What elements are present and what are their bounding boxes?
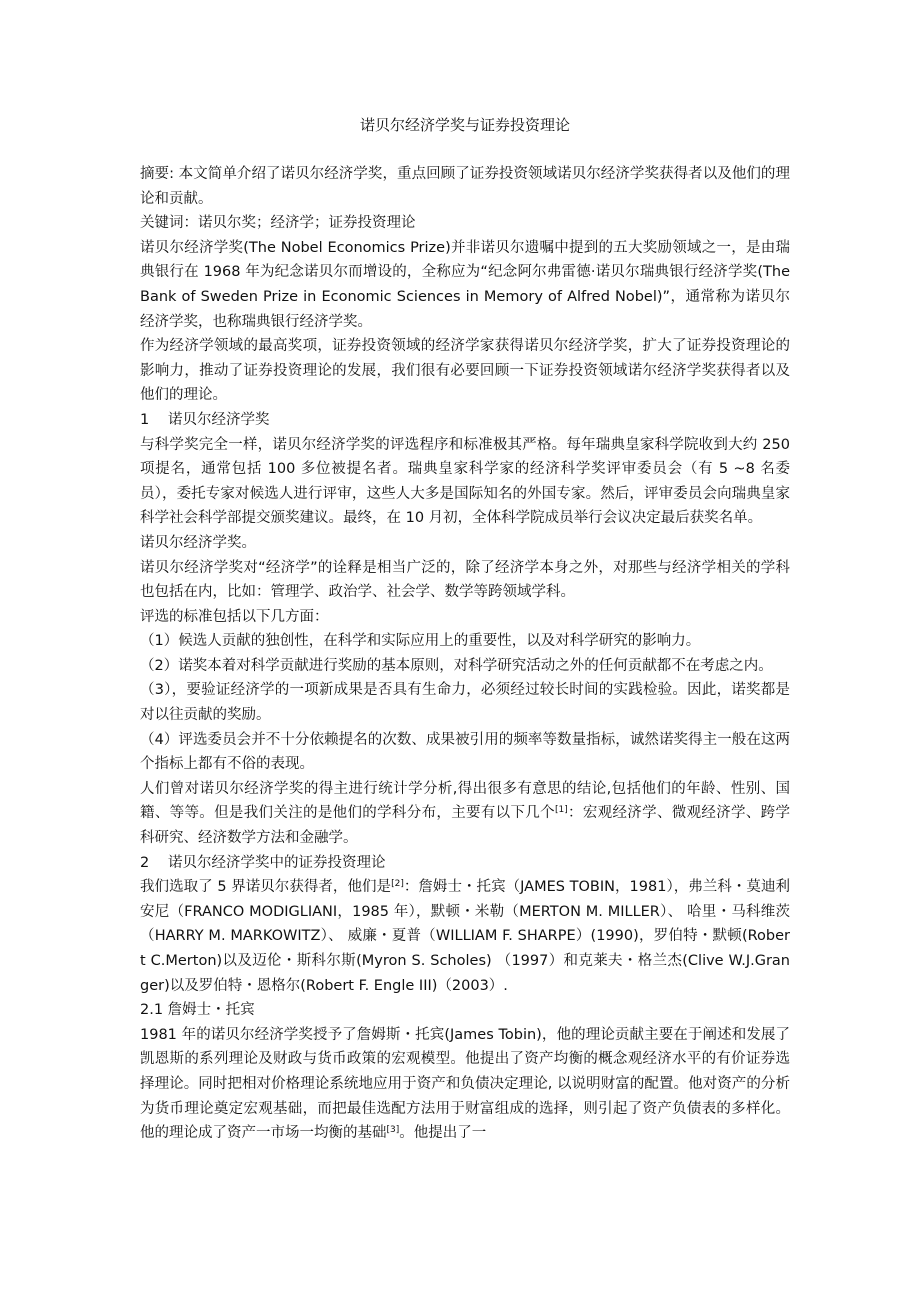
section-2-heading — [140, 851, 790, 876]
section-1-paragraph-2: 诺贝尔经济学奖。 — [140, 534, 256, 551]
section-number: 2 — [140, 854, 150, 871]
paragraph-text: ：宏观经济学、微观经济学、跨学科研究、经济数学方法和金融学。 — [140, 805, 790, 847]
document-page — [140, 112, 790, 1146]
criteria-item-1: （1）候选人贡献的独创性，在科学和实际应用上的重要性，以及对科学研究的影响力。 — [140, 633, 701, 650]
citation-ref: [3] — [386, 1125, 400, 1136]
section-title: 诺贝尔经济学奖中的证券投资理论 — [168, 854, 386, 871]
section-1-paragraph-1: 与科学奖完全一样，诺贝尔经济学奖的评选程序和标准极其严格。每年瑞典皇家科学院收到大约 250 项提名，通常包括 100 多位被提名者。瑞典皇家科学家的经济科学奖评审委员会（有 5 ~8 名委员），委托专家对候选人进行评审，这些人大多是国际知名的外国专家。然后，评审委员会向瑞典皇家科学社会科学部提交颁奖建议。最终，在 10 月初，全体科学院成员举行会议决定最后获奖名单。 — [140, 436, 790, 527]
paragraph-text: ：詹姆士・托宾（JAMES TOBIN，1981），弗兰科・莫迪利安尼（FRANCO MODIGLIANI，1985 年），默顿・米勒（MERTON M. MILLER）、 哈里・马科维茨（HARRY M. MARKOWITZ）、 威廉・夏普（WILLIAM F. SHARPE）(1990)，罗伯特・默顿(Robert C.Merton)以及迈伦・斯科尔斯(Myron S. Scholes) （1997）和克莱夫・格兰杰(Clive W.J.Granger)以及罗伯特・恩格尔(Robert F. Engle III)（2003）. — [140, 879, 790, 994]
section-2-paragraph-1 — [140, 875, 790, 998]
section-number: 2.1 — [140, 1002, 164, 1019]
section-1-paragraph-5 — [140, 777, 790, 851]
section-1-paragraph-4: 评选的标准包括以下几方面： — [140, 608, 329, 625]
criteria-item-4: （4）评选委员会并不十分依赖提名的次数、成果被引用的频率等数量指标，诚然诺奖得主一般在这两个指标上都有不俗的表现。 — [140, 731, 790, 773]
paragraph-text: 人们曾对诺贝尔经济学奖的得主进行统计学分析,得出很多有意思的结论,包括他们的年龄、性别、国籍、等等。但是我们关注的是他们的学科分布，主要有以下几个 — [140, 780, 790, 822]
citation-ref: [1] — [554, 805, 568, 816]
criteria-item-3: （3），要验证经济学的一项新成果是否具有生命力，必须经过较长时间的实践检验。因此，诺奖都是对以往贡献的奖励。 — [140, 682, 790, 724]
paragraph-text: 。他提出了一 — [399, 1125, 487, 1142]
criteria-item-2: （2）诺奖本着对科学贡献进行奖励的基本原则，对科学研究活动之外的任何贡献都不在考虑之内。 — [140, 657, 773, 674]
paragraph-text: 1981 年的诺贝尔经济学奖授予了詹姆斯・托宾(James Tobin)，他的理论贡献主要在于阐述和发展了凯恩斯的系列理论及财政与货币政策的宏观模型。他提出了资产均衡的概念观经济水平的有价证券选择理论。同时把相对价格理论系统地应用于资产和负债决定理论, 以说明财富的配置。他对资产的分析为货币理论奠定宏观基础，而把最佳选配方法用于财富组成的选择，则引起了资产负债表的多样化。他的理论成了资产一市场一均衡的基础 — [140, 1026, 790, 1142]
section-2-1-paragraph-1 — [140, 1023, 790, 1146]
paragraph-text: 我们选取了 5 界诺贝尔获得者，他们是 — [140, 879, 392, 896]
section-1-paragraph-3: 诺贝尔经济学奖对“经济学”的诠释是相当广泛的，除了经济学本身之外，对那些与经济学相关的学科也包括在内，比如：管理学、政治学、社会学、数学等跨领域学科。 — [140, 559, 790, 601]
citation-ref: [2] — [391, 879, 404, 890]
section-title: 诺贝尔经济学奖 — [168, 411, 270, 428]
section-number: 1 — [140, 411, 150, 428]
section-1-heading — [140, 408, 790, 433]
intro-paragraph-2: 作为经济学领域的最高奖项，证券投资领域的经济学家获得诺贝尔经济学奖，扩大了证券投资理论的影响力，推动了证券投资理论的发展，我们很有必要回顾一下证券投资领域诺尔经济学奖获得者以及他们的理论。 — [140, 338, 790, 404]
document-title: 诺贝尔经济学奖与证券投资理论 — [359, 116, 570, 134]
section-title: 詹姆士・托宾 — [167, 1002, 255, 1019]
intro-paragraph-1: 诺贝尔经济学奖(The Nobel Economics Prize)并非诺贝尔遗嘱中提到的五大奖励领域之一，是由瑞典银行在 1968 年为纪念诺贝尔而增设的，全称应为“纪念阿尔弗雷德·诺贝尔瑞典银行经济学奖(The Bank of Sweden Prize in Economic Sciences in Memory of Alfred Nobel)”，通常称为诺贝尔经济学奖，也称瑞典银行经济学奖。 — [140, 239, 790, 330]
abstract-paragraph: 摘要: 本文简单介绍了诺贝尔经济学奖，重点回顾了证券投资领域诺贝尔经济学奖获得者以及他们的理论和贡献。 — [140, 166, 790, 207]
section-2-1-heading — [140, 998, 790, 1023]
keywords-paragraph: 关键词：诺贝尔奖；经济学；证券投资理论 — [140, 215, 416, 232]
